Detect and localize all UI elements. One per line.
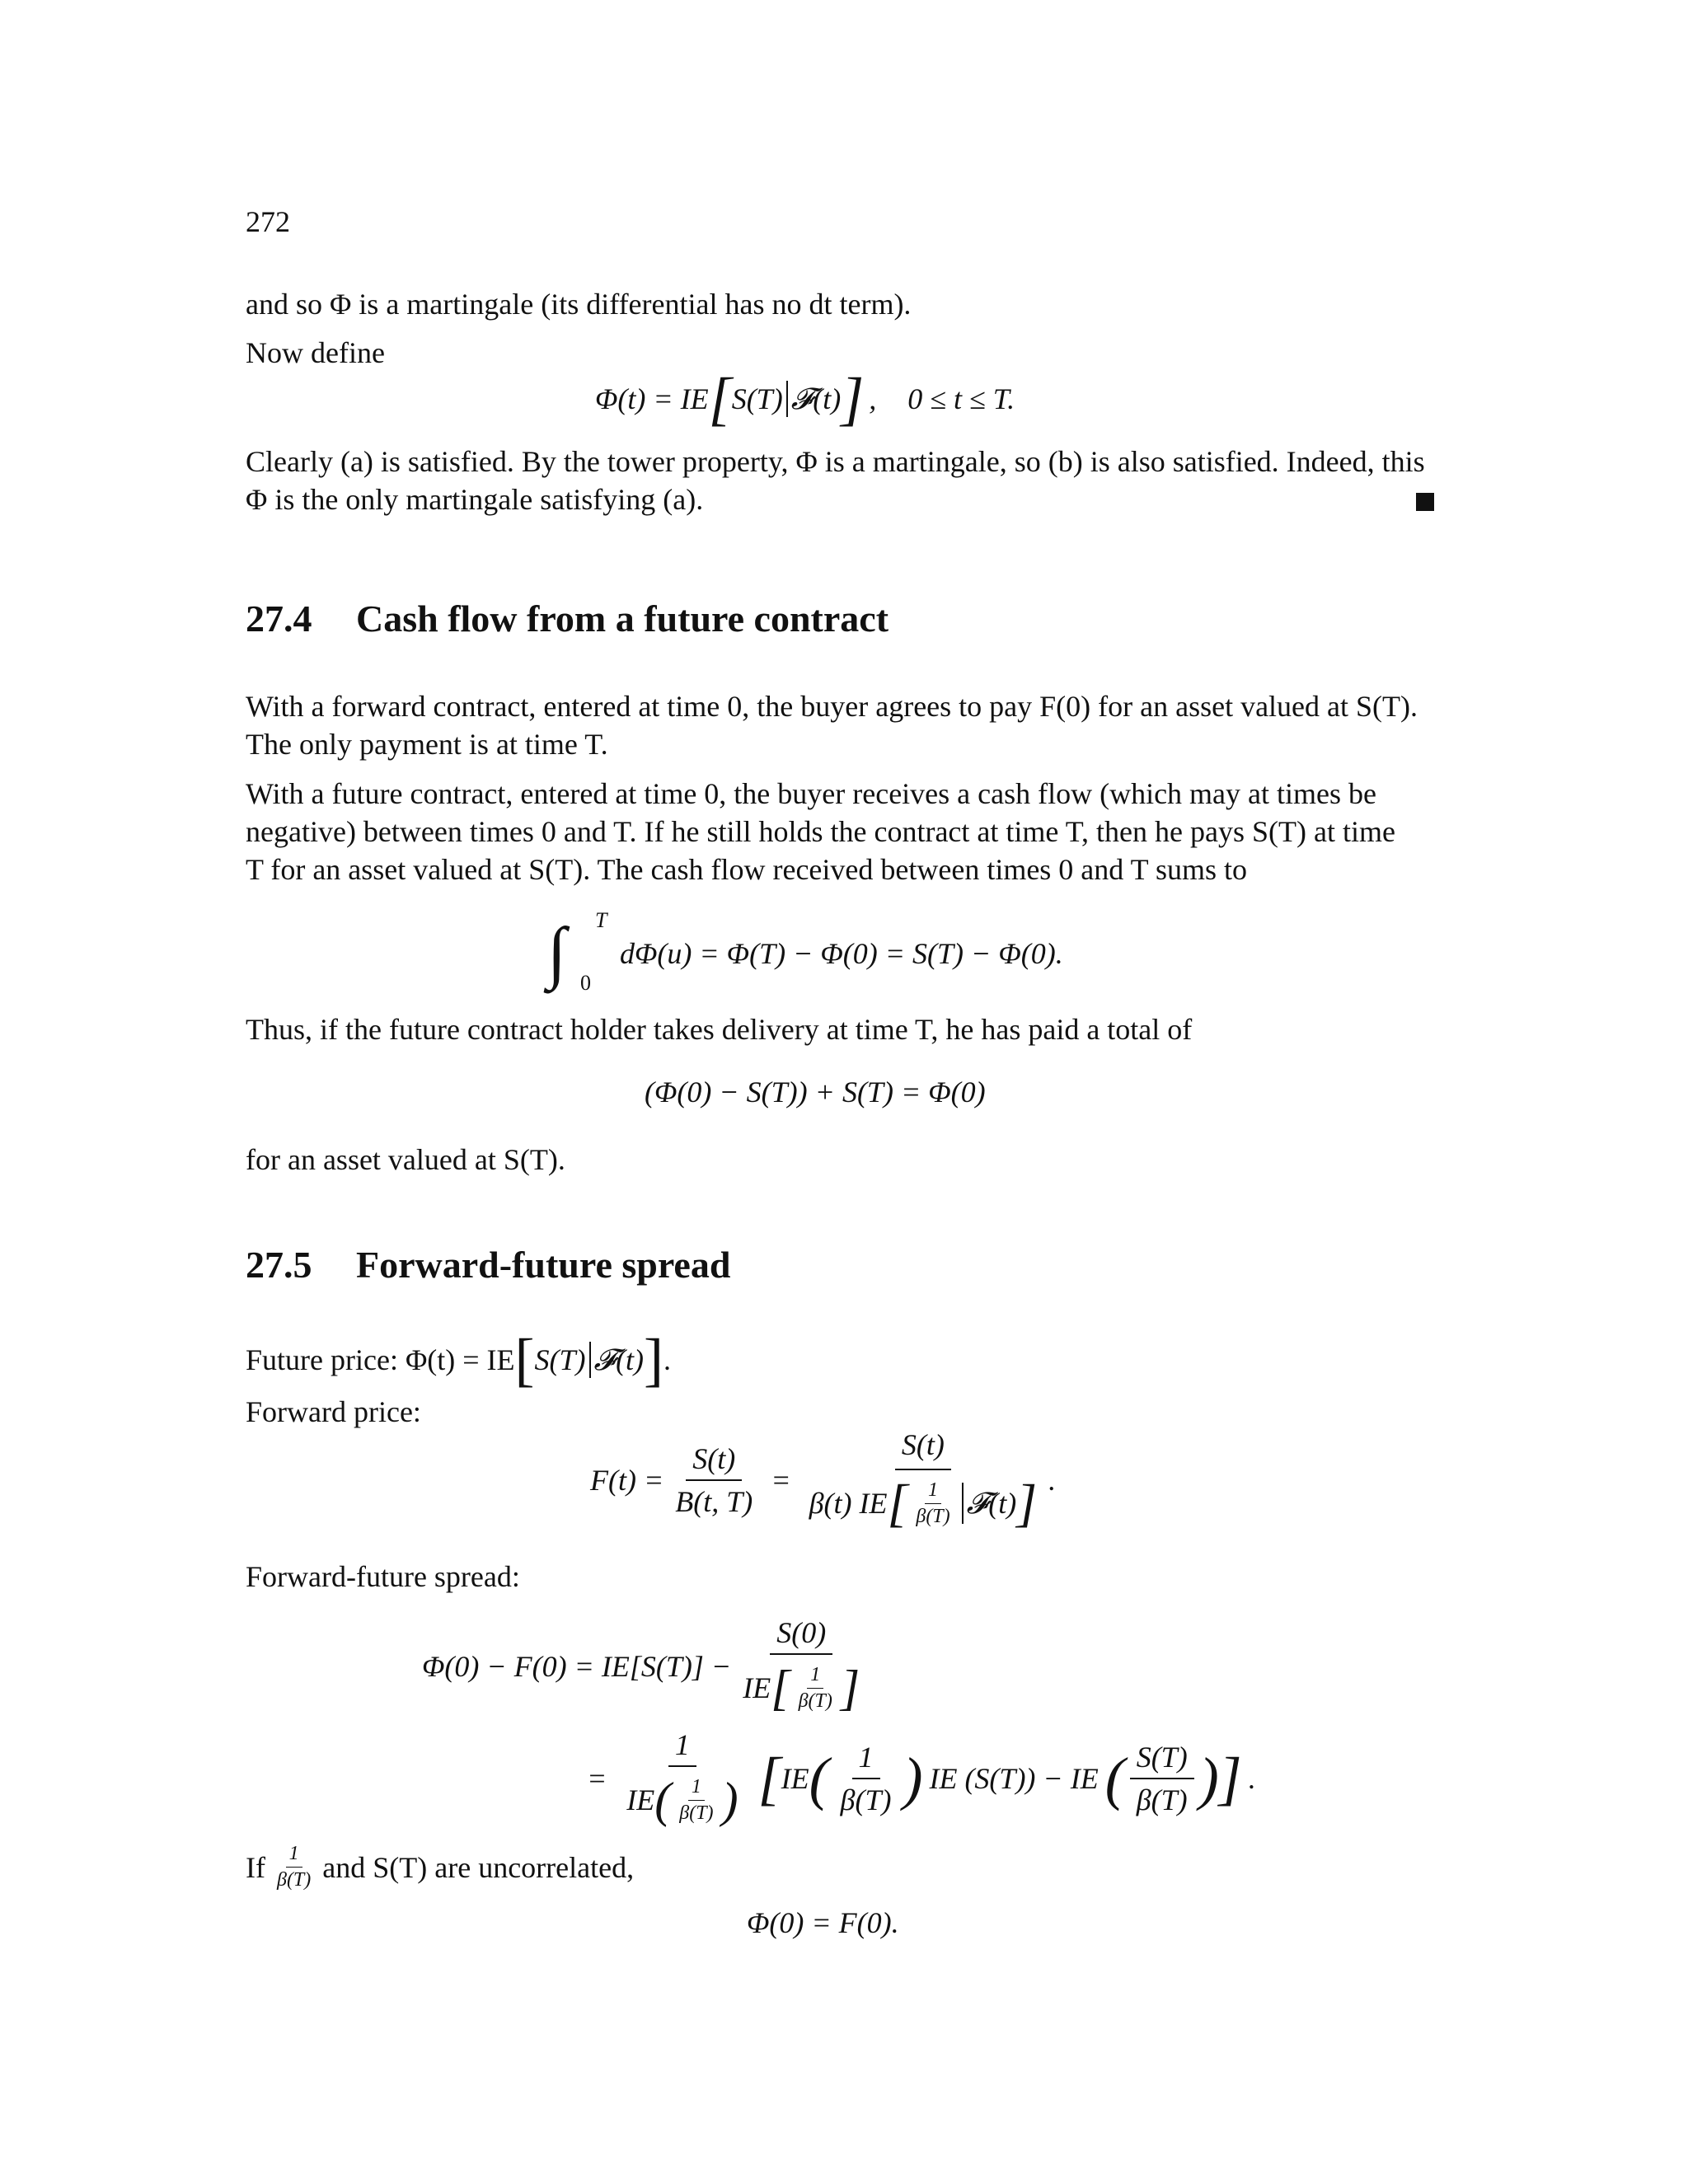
eq-lhs: Φ(0) − F(0) = IE[S(T)] −: [422, 1650, 732, 1683]
page-number: 272: [246, 205, 290, 238]
section-heading-27-5: [246, 1243, 730, 1286]
bracket-open: [: [514, 1327, 535, 1393]
denominator: β(T): [679, 1802, 714, 1824]
fraction: [834, 1740, 898, 1817]
equals-sign: =: [771, 1464, 791, 1497]
paren-close: ): [903, 1746, 923, 1811]
numerator: S(t): [686, 1441, 742, 1481]
eq-range: 0 ≤ t ≤ T.: [907, 382, 1015, 415]
denominator: β(T): [1136, 1783, 1188, 1816]
paragraph: and so Φ is a martingale (its differential has no dt term).: [246, 288, 912, 321]
bracket-close: ]: [644, 1327, 664, 1393]
qed-icon: [1416, 493, 1434, 511]
small-fraction: [676, 1776, 716, 1825]
equation-forward-price: [590, 1427, 1056, 1533]
integral-lower-limit: 0: [580, 971, 591, 995]
paragraph: The only payment is at time T.: [246, 728, 608, 761]
equation-spread-line2: [587, 1727, 1256, 1830]
fraction: [803, 1427, 1044, 1533]
paragraph: T for an asset valued at S(T). The cash flow received between times 0 and T sums to: [246, 853, 1247, 886]
equation-total-paid: (Φ(0) − S(T)) + S(T) = Φ(0): [645, 1076, 986, 1108]
numerator: S(0): [770, 1615, 832, 1655]
period: .: [1248, 1762, 1256, 1795]
paragraph: Clearly (a) is satisfied. By the tower property, Φ is a martingale, so (b) is also satisfied. Indeed, this: [246, 445, 1425, 478]
section-title: Cash flow from a future contract: [356, 598, 889, 640]
bracket-close: ]: [841, 366, 865, 432]
denominator: [803, 1470, 1044, 1533]
integral-sign: ∫: [547, 914, 567, 991]
section-heading-27-4: [246, 597, 889, 640]
denominator: β(T): [276, 1869, 312, 1891]
paragraph: Thus, if the future contract holder takes delivery at time T, he has paid a total of: [246, 1013, 1193, 1046]
denominator: B(t, T): [675, 1485, 753, 1518]
bracket-open: [: [887, 1474, 908, 1532]
paren-open: (: [1104, 1746, 1125, 1811]
integral-body: dΦ(u) = Φ(T) − Φ(0) = S(T) − Φ(0).: [620, 937, 1063, 970]
expectation-difference: IE (S(T)) − IE: [929, 1762, 1099, 1795]
paragraph: Forward price:: [246, 1395, 421, 1428]
numerator: 1: [807, 1664, 823, 1689]
paren-open: (: [654, 1773, 672, 1827]
numerator: 1: [852, 1740, 880, 1779]
denominator: β(T): [798, 1690, 832, 1712]
equation-phi-definition: Φ(t) = IE [ S(T) 𝓕(t) ] , 0 ≤ t ≤ T.: [595, 366, 1015, 432]
paren-open: (: [809, 1746, 829, 1811]
eq-lhs: F(t) =: [590, 1464, 664, 1497]
numerator: 1: [668, 1727, 696, 1767]
eq-inner-left: S(T): [731, 382, 783, 415]
denominator-prefix: β(t) IE: [809, 1487, 888, 1520]
paragraph: negative) between times 0 and T. If he still holds the contract at time T, then he pays S(T) at time: [246, 815, 1395, 848]
bracket-open: [: [771, 1661, 790, 1715]
paren-close: ): [1198, 1746, 1219, 1811]
section-number: 27.5: [246, 1244, 312, 1286]
paragraph: Now define: [246, 336, 385, 369]
equation-integral: [547, 908, 1157, 1004]
bracket-close: ]: [1218, 1746, 1242, 1811]
denominator-suffix: 𝓕(t): [966, 1486, 1017, 1520]
paragraph: With a forward contract, entered at time 0, the buyer agrees to pay F(0) for an asset valued at S(T).: [246, 690, 1418, 723]
denominator-prefix: IE: [743, 1671, 771, 1704]
if-condition-text: and S(T) are uncorrelated,: [322, 1850, 635, 1884]
numerator: 1: [688, 1776, 705, 1801]
period: .: [663, 1343, 672, 1376]
small-fraction: [912, 1479, 953, 1528]
equation-conclusion: Φ(0) = F(0).: [747, 1906, 899, 1939]
bracket-close: ]: [1016, 1474, 1038, 1532]
paragraph: Forward-future spread:: [246, 1560, 520, 1593]
condition-bar: [589, 1342, 591, 1378]
small-fraction: [274, 1843, 314, 1891]
numerator: 1: [286, 1843, 302, 1868]
if-word: If: [246, 1850, 265, 1884]
period: .: [1048, 1464, 1057, 1497]
bracket-open: [: [757, 1746, 781, 1811]
eq-inner-right: 𝓕(t): [593, 1343, 645, 1376]
denominator-prefix: IE: [626, 1783, 655, 1816]
integral-upper-limit: T: [595, 908, 607, 932]
denominator: [620, 1767, 744, 1830]
condition-bar: [962, 1483, 964, 1524]
condition-bar: [786, 381, 788, 417]
paragraph: Φ is the only martingale satisfying (a).: [246, 483, 704, 516]
fraction: [736, 1615, 866, 1718]
small-fraction: [795, 1664, 836, 1713]
expectation: IE: [781, 1762, 809, 1795]
future-price-line: [246, 1327, 672, 1393]
eq-lhs: Φ(t) = IE: [595, 382, 709, 415]
paragraph: With a future contract, entered at time 0, the buyer receives a cash flow (which may at times be: [246, 777, 1376, 810]
numerator: S(T): [1130, 1740, 1194, 1779]
eq-inner-right: 𝓕(t): [790, 382, 842, 415]
equation-spread-line1: [422, 1615, 871, 1718]
fraction: [1130, 1740, 1194, 1817]
paragraph: for an asset valued at S(T).: [246, 1143, 565, 1176]
section-number: 27.4: [246, 598, 312, 640]
paren-close: ): [721, 1773, 738, 1827]
if-uncorrelated-line: [246, 1843, 634, 1891]
denominator: [736, 1655, 866, 1718]
future-price-label: Future price: Φ(t) = IE: [246, 1343, 515, 1376]
section-title: Forward-future spread: [356, 1244, 731, 1286]
numerator: 1: [925, 1479, 941, 1504]
eq-inner-left: S(T): [534, 1343, 586, 1376]
equals-sign: =: [587, 1762, 607, 1795]
fraction: [620, 1727, 744, 1830]
denominator: β(T): [840, 1783, 892, 1816]
denominator: β(T): [916, 1505, 950, 1527]
fraction: [668, 1441, 759, 1519]
numerator: S(t): [895, 1427, 951, 1470]
bracket-close: ]: [840, 1661, 860, 1715]
bracket-open: [: [708, 366, 732, 432]
